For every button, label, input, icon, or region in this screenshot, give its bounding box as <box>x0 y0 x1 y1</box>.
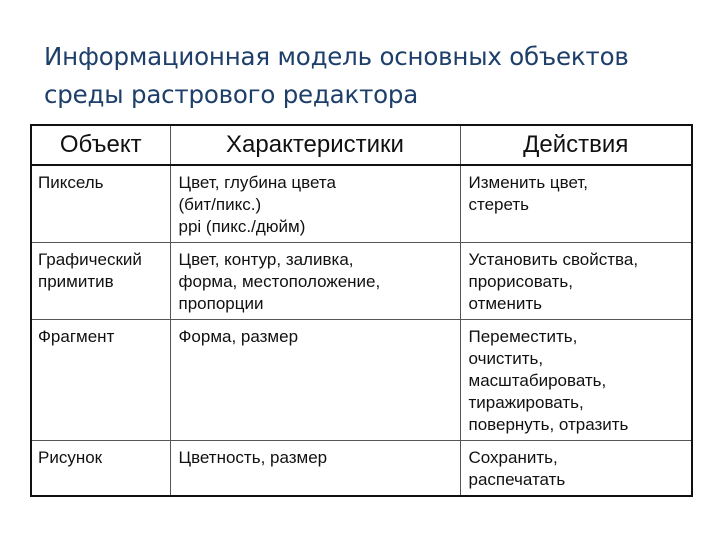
cell-line: Форма, размер <box>178 327 299 346</box>
cell-characteristics <box>170 165 460 243</box>
cell-line: Рисунок <box>38 448 103 467</box>
cell-line: Переместить, <box>468 327 578 346</box>
cell-line: прорисовать, <box>468 272 573 291</box>
cell-line: масштабировать, <box>468 371 607 390</box>
cell-line: форма, местоположение, <box>178 272 381 291</box>
cell-line: повернуть, отразить <box>468 415 629 434</box>
cell-actions <box>460 243 692 320</box>
cell-object <box>31 320 170 441</box>
cell-line: пропорции <box>178 294 264 313</box>
cell-line: очистить, <box>468 349 544 368</box>
cell-line: примитив <box>38 272 114 291</box>
cell-line: распечатать <box>468 470 566 489</box>
cell-line: ppi (пикс./дюйм) <box>178 217 306 236</box>
cell-line: тиражировать, <box>468 393 584 412</box>
header-characteristics: Характеристики <box>170 125 460 165</box>
cell-line: Пиксель <box>38 173 104 192</box>
slide-title: Информационная модель основных объектов среды растрового редактора <box>44 42 629 109</box>
table-body <box>31 165 692 496</box>
cell-object <box>31 243 170 320</box>
object-model-table <box>30 124 693 497</box>
cell-characteristics <box>170 320 460 441</box>
cell-line: Графический <box>38 250 142 269</box>
header-actions: Действия <box>460 125 692 165</box>
cell-line: Установить свойства, <box>468 250 639 269</box>
cell-line: отменить <box>468 294 543 313</box>
cell-actions <box>460 165 692 243</box>
cell-actions <box>460 441 692 497</box>
header-object: Объект <box>31 125 170 165</box>
cell-line: (бит/пикс.) <box>178 195 262 214</box>
cell-line: Цветность, размер <box>178 448 328 467</box>
table-row <box>31 441 692 497</box>
cell-characteristics <box>170 243 460 320</box>
cell-line: Изменить цвет, <box>468 173 588 192</box>
table-row <box>31 243 692 320</box>
cell-object <box>31 441 170 497</box>
cell-actions <box>460 320 692 441</box>
header-row <box>31 125 692 165</box>
cell-line: Цвет, контур, заливка, <box>178 250 354 269</box>
table-header <box>31 125 692 165</box>
cell-line: Цвет, глубина цвета <box>178 173 336 192</box>
table-row <box>31 165 692 243</box>
cell-characteristics <box>170 441 460 497</box>
cell-line: Фрагмент <box>38 327 115 346</box>
table-row <box>31 320 692 441</box>
cell-line: стереть <box>468 195 530 214</box>
cell-line: Сохранить, <box>468 448 558 467</box>
cell-object <box>31 165 170 243</box>
